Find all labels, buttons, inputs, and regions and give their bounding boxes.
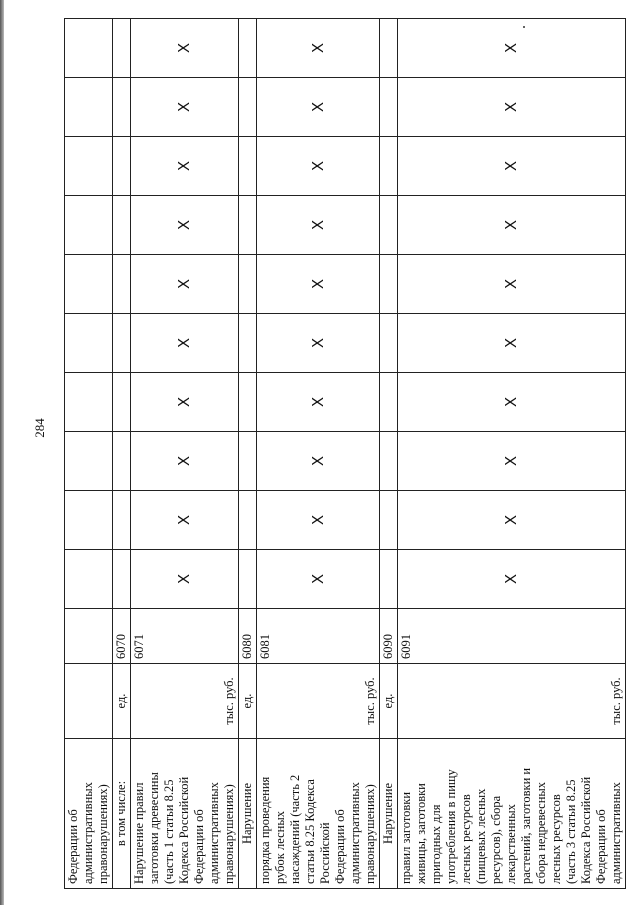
row-mark-cell xyxy=(113,196,131,255)
row-mark-cell xyxy=(239,491,257,550)
row-name-line: живицы, заготовки xyxy=(414,783,428,884)
row-mark-cell xyxy=(380,196,398,255)
row-mark-cell xyxy=(65,19,113,78)
row-mark-cell xyxy=(65,491,113,550)
row-mark-cell: X xyxy=(131,314,239,373)
row-mark-cell xyxy=(65,255,113,314)
row-name-line: (часть 3 статьи 8.25 xyxy=(564,779,578,884)
row-name-line: Федерации об xyxy=(66,809,80,884)
row-name-line: административных xyxy=(207,782,221,884)
scan-edge xyxy=(0,0,4,905)
row-name-line: Нарушение правил xyxy=(132,782,146,884)
row-mark-cell: X xyxy=(257,78,380,137)
row-name-line: Федерации об xyxy=(192,809,206,884)
row-name-line: растений, заготовки и xyxy=(519,767,533,884)
row-mark-cell xyxy=(65,432,113,491)
table-row xyxy=(257,19,380,889)
row-mark-cell xyxy=(380,314,398,373)
report-table-container xyxy=(64,19,623,889)
row-mark-cell xyxy=(113,550,131,609)
row-mark-cell: X xyxy=(257,550,380,609)
row-name-line: порядка проведения xyxy=(258,776,272,884)
row-mark-cell xyxy=(239,255,257,314)
row-name-cell xyxy=(398,739,626,889)
row-mark-cell xyxy=(239,19,257,78)
row-name-line: Кодекса Российской xyxy=(579,776,593,884)
row-unit-cell: тыс. руб. xyxy=(398,664,626,739)
row-name-line: употребления в пищу xyxy=(444,769,458,884)
row-mark-cell xyxy=(239,432,257,491)
row-mark-cell xyxy=(113,373,131,432)
row-name-line: в том числе: xyxy=(114,780,128,847)
row-mark-cell: X xyxy=(131,19,239,78)
row-name-line: насаждений (часть 2 xyxy=(288,774,302,884)
row-code-cell: 6091 xyxy=(398,609,626,664)
table-row xyxy=(113,19,131,889)
row-name-cell xyxy=(113,739,131,889)
row-name-cell xyxy=(257,739,380,889)
row-unit-cell: тыс. руб. xyxy=(131,664,239,739)
row-mark-cell: X xyxy=(257,491,380,550)
row-mark-cell xyxy=(113,491,131,550)
row-mark-cell xyxy=(239,314,257,373)
row-mark-cell xyxy=(380,19,398,78)
row-mark-cell xyxy=(239,550,257,609)
row-mark-cell: X xyxy=(131,373,239,432)
row-name-line: пригодных для xyxy=(429,804,443,884)
row-name-line: административных xyxy=(609,782,623,884)
row-mark-cell xyxy=(65,137,113,196)
row-mark-cell xyxy=(113,314,131,373)
row-name-line: (часть 1 статьи 8.25 xyxy=(162,779,176,884)
row-name-cell xyxy=(65,739,113,889)
row-mark-cell xyxy=(65,314,113,373)
row-name-line: Федерации об xyxy=(594,809,608,884)
row-mark-cell xyxy=(113,432,131,491)
table-row xyxy=(131,19,239,889)
row-name-line: лесных ресурсов xyxy=(459,794,473,884)
row-unit-cell xyxy=(65,664,113,739)
row-mark-cell: X xyxy=(398,432,626,491)
row-mark-cell: X xyxy=(398,19,626,78)
row-name-line: правонарушениях) xyxy=(96,784,110,884)
row-mark-cell xyxy=(65,373,113,432)
row-mark-cell: X xyxy=(257,373,380,432)
row-mark-cell xyxy=(239,137,257,196)
row-unit-cell: ед. xyxy=(239,664,257,739)
row-mark-cell xyxy=(380,432,398,491)
table-row xyxy=(398,19,626,889)
row-name-line: правил заготовки xyxy=(399,791,413,884)
row-mark-cell: X xyxy=(131,550,239,609)
row-code-cell: 6070 xyxy=(113,609,131,664)
report-table-body xyxy=(65,19,626,889)
row-unit-cell: ед. xyxy=(113,664,131,739)
row-mark-cell: X xyxy=(398,137,626,196)
row-mark-cell xyxy=(380,78,398,137)
table-row xyxy=(239,19,257,889)
report-table-rotated xyxy=(64,19,623,889)
row-name-line: заготовки древесины xyxy=(147,772,161,884)
row-mark-cell: X xyxy=(257,255,380,314)
row-name-line: (пищевых лесных xyxy=(474,788,488,884)
row-mark-cell xyxy=(239,196,257,255)
table-row xyxy=(65,19,113,889)
row-mark-cell: X xyxy=(131,432,239,491)
row-mark-cell xyxy=(380,373,398,432)
row-name-line: Нарушение xyxy=(240,783,254,845)
row-name-line: рубок лесных xyxy=(273,811,287,884)
row-mark-cell: X xyxy=(131,137,239,196)
row-mark-cell: X xyxy=(257,19,380,78)
row-mark-cell xyxy=(380,255,398,314)
table-row xyxy=(380,19,398,889)
row-mark-cell xyxy=(113,78,131,137)
row-name-cell xyxy=(380,739,398,889)
row-name-line: ресурсов), сбора xyxy=(489,795,503,884)
page-number: 284 xyxy=(32,418,47,438)
row-mark-cell xyxy=(380,550,398,609)
row-unit-cell: ед. xyxy=(380,664,398,739)
row-mark-cell: X xyxy=(398,196,626,255)
row-name-line: сбора недревесных xyxy=(534,781,548,884)
row-mark-cell xyxy=(380,137,398,196)
row-mark-cell: X xyxy=(257,432,380,491)
row-mark-cell xyxy=(65,550,113,609)
row-name-line: лекарственных xyxy=(504,804,518,884)
row-name-line: административных xyxy=(81,782,95,884)
row-mark-cell xyxy=(239,78,257,137)
row-name-line: Кодекса Российской xyxy=(177,776,191,884)
row-mark-cell: X xyxy=(398,491,626,550)
row-mark-cell: X xyxy=(398,373,626,432)
row-mark-cell: X xyxy=(131,78,239,137)
row-mark-cell: X xyxy=(398,314,626,373)
row-mark-cell xyxy=(113,255,131,314)
row-mark-cell: X xyxy=(398,78,626,137)
row-mark-cell xyxy=(65,78,113,137)
row-name-cell xyxy=(131,739,239,889)
row-name-cell xyxy=(239,739,257,889)
row-mark-cell: X xyxy=(131,255,239,314)
row-name-line: правонарушениях) xyxy=(363,784,377,884)
row-mark-cell: X xyxy=(257,196,380,255)
row-mark-cell: X xyxy=(398,550,626,609)
row-mark-cell xyxy=(113,19,131,78)
row-name-line: статьи 8.25 Кодекса xyxy=(303,779,317,884)
row-mark-cell xyxy=(380,491,398,550)
row-mark-cell xyxy=(239,373,257,432)
row-name-line: Российской xyxy=(318,822,332,884)
row-code-cell: 6081 xyxy=(257,609,380,664)
row-mark-cell: X xyxy=(257,314,380,373)
row-name-line: административных xyxy=(348,782,362,884)
row-mark-cell: X xyxy=(257,137,380,196)
row-mark-cell xyxy=(65,196,113,255)
row-code-cell: 6090 xyxy=(380,609,398,664)
row-mark-cell: X xyxy=(398,255,626,314)
row-name-line: Нарушение xyxy=(381,783,395,845)
row-code-cell: 6071 xyxy=(131,609,239,664)
row-mark-cell xyxy=(113,137,131,196)
row-name-line: правонарушениях) xyxy=(222,784,236,884)
row-unit-cell: тыс. руб. xyxy=(257,664,380,739)
row-name-line: лесных ресурсов xyxy=(549,794,563,884)
row-name-line: Федерации об xyxy=(333,809,347,884)
row-mark-cell: X xyxy=(131,491,239,550)
row-mark-cell: X xyxy=(131,196,239,255)
row-code-cell: 6080 xyxy=(239,609,257,664)
row-code-cell xyxy=(65,609,113,664)
report-table xyxy=(64,18,626,889)
